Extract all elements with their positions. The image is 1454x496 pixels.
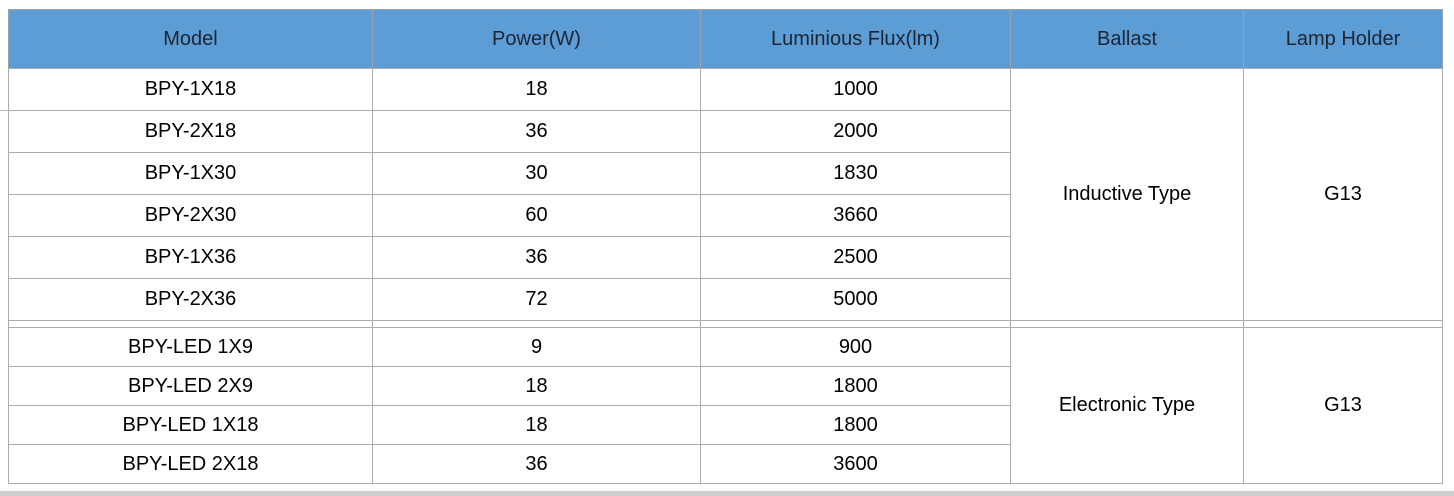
spec-table bbox=[8, 9, 1443, 484]
lamp-holder-cell: G13 bbox=[1244, 328, 1443, 484]
power-cell: 72 bbox=[373, 279, 701, 321]
power-cell: 36 bbox=[373, 445, 701, 484]
col-header-model: Model bbox=[9, 10, 373, 69]
col-header-lamp-holder: Lamp Holder bbox=[1244, 10, 1443, 69]
model-cell: BPY-2X30 bbox=[9, 195, 373, 237]
col-header-power: Power(W) bbox=[373, 10, 701, 69]
model-cell: BPY-LED 2X18 bbox=[9, 445, 373, 484]
power-cell: 36 bbox=[373, 237, 701, 279]
table-row bbox=[9, 328, 1443, 367]
power-cell: 18 bbox=[373, 69, 701, 111]
spacer-cell bbox=[1011, 321, 1244, 328]
flux-cell: 2500 bbox=[701, 237, 1011, 279]
model-cell: BPY-LED 1X9 bbox=[9, 328, 373, 367]
power-cell: 9 bbox=[373, 328, 701, 367]
col-header-flux: Luminious Flux(lm) bbox=[701, 10, 1011, 69]
power-cell: 18 bbox=[373, 406, 701, 445]
flux-cell: 1000 bbox=[701, 69, 1011, 111]
spacer-cell bbox=[9, 321, 373, 328]
spacer-cell bbox=[701, 321, 1011, 328]
bottom-edge-strip bbox=[0, 491, 1454, 496]
model-cell: BPY-1X36 bbox=[9, 237, 373, 279]
spacer-cell bbox=[1244, 321, 1443, 328]
power-cell: 60 bbox=[373, 195, 701, 237]
model-cell: BPY-1X18 bbox=[9, 69, 373, 111]
ballast-cell: Inductive Type bbox=[1011, 69, 1244, 321]
flux-cell: 1800 bbox=[701, 367, 1011, 406]
flux-cell: 1800 bbox=[701, 406, 1011, 445]
power-cell: 18 bbox=[373, 367, 701, 406]
scan-artifact-line bbox=[0, 110, 9, 111]
lamp-holder-cell: G13 bbox=[1244, 69, 1443, 321]
group-spacer-row bbox=[9, 321, 1443, 328]
flux-cell: 3660 bbox=[701, 195, 1011, 237]
spacer-cell bbox=[373, 321, 701, 328]
model-cell: BPY-2X18 bbox=[9, 111, 373, 153]
model-cell: BPY-1X30 bbox=[9, 153, 373, 195]
flux-cell: 3600 bbox=[701, 445, 1011, 484]
model-cell: BPY-LED 1X18 bbox=[9, 406, 373, 445]
power-cell: 36 bbox=[373, 111, 701, 153]
flux-cell: 1830 bbox=[701, 153, 1011, 195]
header-row bbox=[9, 10, 1443, 69]
ballast-cell: Electronic Type bbox=[1011, 328, 1244, 484]
model-cell: BPY-2X36 bbox=[9, 279, 373, 321]
flux-cell: 900 bbox=[701, 328, 1011, 367]
table-row bbox=[9, 69, 1443, 111]
model-cell: BPY-LED 2X9 bbox=[9, 367, 373, 406]
flux-cell: 2000 bbox=[701, 111, 1011, 153]
flux-cell: 5000 bbox=[701, 279, 1011, 321]
col-header-ballast: Ballast bbox=[1011, 10, 1244, 69]
power-cell: 30 bbox=[373, 153, 701, 195]
